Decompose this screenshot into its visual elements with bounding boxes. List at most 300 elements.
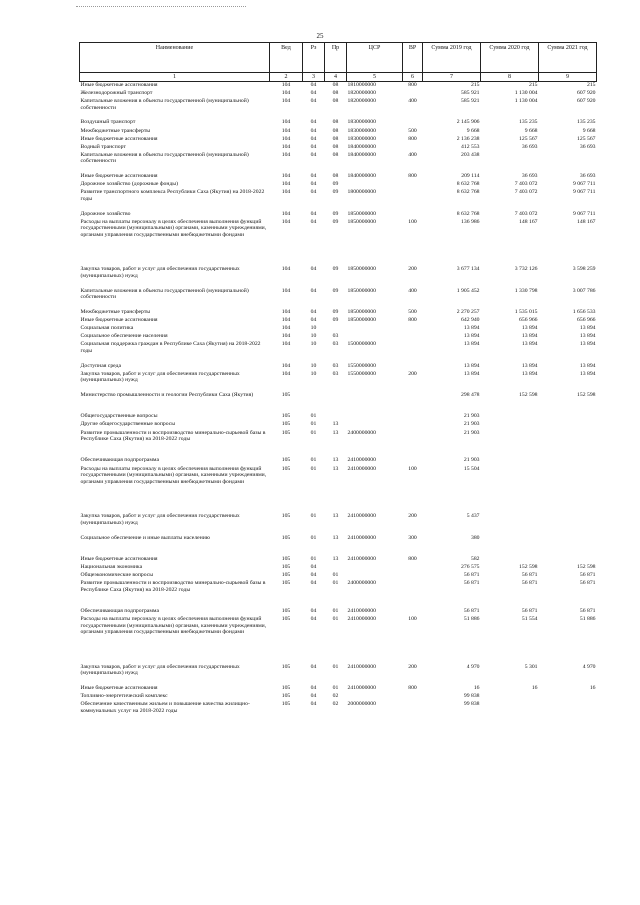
row-rz: 01: [310, 534, 317, 541]
row-pr: 09: [332, 210, 339, 217]
row-vr: [403, 608, 423, 616]
row-sum-2019: 16: [473, 685, 480, 692]
row-csr: [347, 333, 403, 341]
row-pr: [325, 413, 347, 421]
row-sum-2019: 380: [470, 534, 480, 541]
row-vr: [403, 333, 423, 341]
table-row: [80, 685, 597, 693]
row-sum-2020: 16: [531, 685, 538, 692]
row-csr: 1830000000: [347, 135, 376, 142]
row-sum-2021: [539, 513, 597, 534]
row-rz: 04: [310, 580, 317, 587]
row-pr: 03: [332, 333, 339, 340]
row-rz: 10: [310, 341, 317, 348]
row-name: Обеспечивающая подпрограмма: [80, 457, 160, 464]
row-ved: 104: [281, 143, 291, 150]
row-ved: 104: [281, 135, 291, 142]
row-rz: 04: [310, 317, 317, 324]
row-rz: 04: [310, 616, 317, 623]
row-vr: 800: [408, 135, 417, 142]
row-name: Иные бюджетные ассигнования: [80, 135, 158, 142]
row-sum-2020: 9 668: [524, 127, 538, 134]
row-name: Общеэкономические вопросы: [80, 572, 154, 579]
row-vr: [403, 144, 423, 152]
row-pr: [325, 325, 347, 333]
header-sum-2019: Сумма 2019 год: [423, 43, 481, 73]
row-pr: 01: [332, 663, 339, 670]
table-row: [80, 664, 597, 685]
row-vr: [403, 181, 423, 189]
row-sum-2019: 4 970: [466, 663, 480, 670]
top-dotted-rule: [76, 6, 246, 7]
row-pr: 08: [332, 173, 339, 180]
table-row: [80, 371, 597, 392]
row-ved: 104: [281, 181, 291, 188]
row-sum-2019: 2 136 238: [456, 135, 480, 142]
row-pr: 13: [332, 555, 339, 562]
row-rz: 04: [310, 287, 317, 294]
row-sum-2020: 56 871: [521, 608, 538, 614]
row-csr: [347, 421, 403, 429]
row-name: Капитальные вложения в объекты государственной (муниципальной) собственности: [80, 98, 249, 111]
row-ved: 104: [281, 325, 291, 332]
row-pr: 08: [332, 143, 339, 150]
row-sum-2020: 152 598: [519, 563, 538, 570]
row-ved: 105: [281, 616, 291, 623]
row-csr: [347, 413, 403, 421]
row-sum-2020: 56 871: [521, 580, 538, 587]
row-sum-2019: 15 504: [463, 465, 480, 472]
row-sum-2021: [539, 466, 597, 514]
row-vr: 500: [408, 309, 417, 316]
row-sum-2020: 7 403 072: [514, 189, 538, 196]
row-sum-2019: 21 903: [463, 429, 480, 436]
row-sum-2020: 135 235: [519, 119, 538, 126]
table-row: [80, 466, 597, 514]
row-sum-2021: [539, 421, 597, 429]
row-csr: 2410000000: [347, 465, 376, 472]
table-row: [80, 181, 597, 189]
row-sum-2021: 36 693: [579, 173, 596, 180]
row-sum-2020: 36 693: [521, 143, 538, 150]
row-name: Иные бюджетные ассигнования: [80, 82, 158, 88]
row-rz: 01: [310, 513, 317, 520]
column-number: 4: [325, 73, 347, 82]
row-vr: [403, 189, 423, 210]
row-vr: 400: [408, 151, 417, 158]
row-sum-2020: [481, 152, 539, 173]
row-pr: 13: [332, 457, 339, 464]
row-sum-2021: [539, 152, 597, 173]
row-rz: 04: [310, 135, 317, 142]
row-name: Капитальные вложения в объекты государственной (муниципальной) собственности: [80, 151, 249, 165]
row-rz: 04: [310, 119, 317, 126]
row-sum-2019: 642 940: [461, 317, 480, 324]
row-sum-2019: 582: [470, 555, 480, 562]
row-rz: 04: [310, 98, 317, 105]
row-sum-2021: 13 894: [579, 362, 596, 369]
row-sum-2020: 152 598: [519, 392, 538, 399]
row-rz: 04: [310, 143, 317, 150]
row-vr: [403, 580, 423, 608]
table-row: [80, 136, 597, 144]
table-row: [80, 392, 597, 413]
row-ved: 105: [281, 685, 291, 692]
row-sum-2021: [539, 693, 597, 701]
row-name: Межбюджетные трансферты: [80, 127, 151, 134]
row-csr: 2410000000: [347, 685, 376, 692]
table-row: [80, 317, 597, 325]
row-csr: 2410000000: [347, 555, 376, 562]
table-row: [80, 430, 597, 458]
row-pr: 09: [332, 287, 339, 294]
row-ved: 105: [281, 513, 291, 520]
row-sum-2019: 8 632 768: [456, 189, 480, 196]
row-name: Обеспечивающая подпрограмма: [80, 608, 160, 614]
row-sum-2021: 56 871: [579, 572, 596, 579]
table-row: [80, 144, 597, 152]
row-sum-2020: [481, 457, 539, 465]
row-sum-2021: 607 920: [577, 98, 596, 105]
row-ved: 105: [281, 701, 291, 708]
row-sum-2019: 585 921: [461, 90, 480, 97]
row-ved: 104: [281, 333, 291, 340]
row-sum-2019: 21 903: [463, 421, 480, 428]
row-vr: 400: [408, 98, 417, 105]
row-sum-2019: 412 553: [461, 143, 480, 150]
row-csr: 2000000000: [347, 701, 376, 708]
row-sum-2021: 16: [589, 685, 596, 692]
row-pr: 09: [332, 218, 339, 225]
row-pr: 02: [332, 701, 339, 708]
row-vr: 800: [408, 82, 417, 88]
row-pr: 01: [332, 580, 339, 587]
row-sum-2019: 13 894: [463, 341, 480, 348]
row-name: Закупка товаров, работ и услуг для обеспечения государственных (муниципальных) нужд: [80, 266, 240, 279]
row-name: Водный транспорт: [80, 143, 126, 150]
row-sum-2020: 13 894: [521, 325, 538, 332]
table-row: [80, 363, 597, 371]
row-csr: [347, 693, 403, 701]
row-name: Воздушный транспорт: [80, 119, 136, 126]
budget-table: [79, 42, 597, 723]
row-csr: 1840000000: [347, 143, 376, 150]
page-number: 25: [316, 32, 324, 40]
table-row: [80, 535, 597, 556]
row-csr: 1850000000: [347, 317, 376, 324]
row-name: Национальная экономика: [80, 563, 143, 570]
row-sum-2019: 298 478: [461, 392, 480, 399]
table-row: [80, 556, 597, 564]
table-row: [80, 608, 597, 616]
row-sum-2019: 13 894: [463, 325, 480, 332]
row-rz: 04: [310, 218, 317, 225]
row-sum-2020: [481, 535, 539, 556]
row-sum-2021: 51 886: [579, 616, 596, 623]
row-vr: [403, 693, 423, 701]
row-csr: 2410000000: [347, 534, 376, 541]
column-number: 5: [347, 73, 403, 82]
row-sum-2021: 135 235: [577, 119, 596, 126]
row-csr: 1550000000: [347, 362, 376, 369]
row-name: Другие общегосударственные вопросы: [80, 421, 176, 428]
row-sum-2021: [539, 556, 597, 564]
row-sum-2019: 56 871: [463, 580, 480, 587]
row-vr: [403, 564, 423, 572]
row-sum-2021: 1 656 533: [572, 309, 596, 316]
column-number: 6: [403, 73, 423, 82]
row-name: Развитие промышленности и воспроизводство минерально-сырьевой базы в Республике Саха (Якутия) на 2018-2022 годы: [80, 580, 266, 593]
row-vr: 100: [408, 218, 417, 225]
row-sum-2019: 56 871: [463, 608, 480, 614]
row-name: Дорожное хозяйство (дорожные фонды): [80, 181, 179, 188]
table-row: [80, 266, 597, 287]
row-ved: 105: [281, 572, 291, 579]
row-pr: 08: [332, 151, 339, 158]
row-pr: 13: [332, 421, 339, 428]
row-pr: 09: [332, 266, 339, 273]
row-name: Общегосударственные вопросы: [80, 413, 158, 420]
table-row: [80, 189, 597, 210]
row-sum-2021: 56 871: [579, 580, 596, 587]
table-row: [80, 173, 597, 181]
row-rz: 01: [310, 555, 317, 562]
row-pr: 01: [332, 616, 339, 623]
row-ved: 104: [281, 119, 291, 126]
row-csr: 1840000000: [347, 151, 376, 158]
column-number-row: [80, 73, 597, 82]
row-sum-2021: 152 598: [577, 392, 596, 399]
table-row: [80, 82, 597, 91]
row-rz: 01: [310, 465, 317, 472]
row-sum-2021: 4 970: [582, 663, 596, 670]
row-ved: 104: [281, 317, 291, 324]
row-rz: 01: [310, 457, 317, 464]
row-pr: 13: [332, 513, 339, 520]
row-pr: 08: [332, 90, 339, 97]
row-rz: 04: [310, 181, 317, 188]
row-pr: 08: [332, 135, 339, 142]
row-vr: [403, 363, 423, 371]
table-row: [80, 413, 597, 421]
table-row: [80, 325, 597, 333]
row-csr: 1830000000: [347, 127, 376, 134]
row-name: Социальное обеспечение и иные выплаты населению: [80, 534, 211, 541]
row-csr: 1830000000: [347, 119, 376, 126]
row-name: Социальное обеспечение населения: [80, 333, 168, 340]
row-csr: 2400000000: [347, 580, 376, 587]
row-sum-2019: 8 632 768: [456, 181, 480, 188]
table-row: [80, 572, 597, 580]
row-sum-2021: 9 067 711: [572, 210, 596, 217]
row-csr: [347, 325, 403, 333]
row-name: Дорожное хозяйство: [80, 210, 131, 217]
row-sum-2021: 9 067 711: [572, 189, 596, 196]
row-rz: 04: [310, 189, 317, 196]
row-sum-2020: 56 871: [521, 572, 538, 579]
row-ved: 105: [281, 413, 291, 420]
row-sum-2021: [539, 430, 597, 458]
row-ved: 105: [281, 457, 291, 464]
row-name: Закупка товаров, работ и услуг для обеспечения государственных (муниципальных) нужд: [80, 513, 240, 526]
row-name: Министерство промышленности и геологии Республики Саха (Якутия): [80, 392, 254, 399]
row-sum-2020: 7 403 072: [514, 181, 538, 188]
row-sum-2020: [481, 421, 539, 429]
row-vr: [403, 119, 423, 127]
row-csr: 2410000000: [347, 513, 376, 520]
row-sum-2019: 51 886: [463, 616, 480, 623]
row-name: Расходы на выплаты персоналу в целях обеспечения выполнения функций государственными (муниципальными) органами, казенными учреждениями, органами управления государственными внебюджетными фондами: [80, 616, 267, 636]
row-vr: [403, 413, 423, 421]
row-name: Социальная поддержка граждан в Республике Саха (Якутия) на 2018-2022 годы: [80, 341, 261, 354]
row-ved: 105: [281, 465, 291, 472]
table-row: [80, 580, 597, 608]
row-sum-2021: [539, 413, 597, 421]
row-sum-2019: 2 270 257: [456, 309, 480, 316]
row-sum-2021: 56 871: [579, 608, 596, 614]
header-rz: Рз: [303, 43, 325, 73]
row-sum-2020: [481, 513, 539, 534]
row-csr: 1800000000: [347, 189, 376, 196]
row-sum-2021: 656 966: [577, 317, 596, 324]
row-csr: [347, 564, 403, 572]
row-vr: 200: [408, 370, 417, 377]
header-ved: Вед: [270, 43, 303, 73]
row-sum-2019: 276 575: [461, 563, 480, 570]
row-rz: [303, 392, 325, 413]
row-name: Железнодорожный транспорт: [80, 90, 153, 97]
row-sum-2020: 1 130 004: [514, 98, 538, 105]
row-csr: [347, 181, 403, 189]
row-ved: 104: [281, 210, 291, 217]
row-name: Расходы на выплаты персоналу в целях обеспечения выполнения функций государственными (муниципальными) органами, казенными учреждениями, органами управления государственными внебюджетными фондами: [80, 218, 267, 238]
row-name: Развитие транспортного комплекса Республики Саха (Якутия) на 2018-2022 годы: [80, 189, 265, 202]
row-name: Социальная политика: [80, 325, 134, 332]
row-pr: 13: [332, 534, 339, 541]
row-rz: 04: [310, 693, 317, 700]
row-sum-2021: 13 894: [579, 370, 596, 377]
row-name: Иные бюджетные ассигнования: [80, 685, 158, 692]
row-vr: 300: [408, 534, 417, 541]
row-ved: 104: [281, 218, 291, 225]
row-sum-2021: [539, 457, 597, 465]
header-sum-2020: Сумма 2020 год: [481, 43, 539, 73]
row-ved: 105: [281, 663, 291, 670]
row-vr: 200: [408, 513, 417, 520]
header-vr: ВР: [403, 43, 423, 73]
row-sum-2020: 215: [528, 82, 538, 88]
row-sum-2019: 13 894: [463, 333, 480, 340]
row-csr: 2410000000: [347, 457, 376, 464]
row-sum-2019: 21 903: [463, 457, 480, 464]
row-name: Закупка товаров, работ и услуг для обеспечения государственных (муниципальных) нужд: [80, 663, 240, 677]
table-row: [80, 333, 597, 341]
row-csr: 1550000000: [347, 370, 376, 377]
row-rz: 01: [310, 421, 317, 428]
table-row: [80, 98, 597, 119]
row-pr: 09: [332, 189, 339, 196]
row-ved: 105: [281, 392, 291, 399]
row-pr: 08: [332, 127, 339, 134]
row-sum-2019: 99 838: [463, 701, 480, 708]
row-vr: 100: [408, 465, 417, 472]
row-sum-2020: 51 554: [521, 616, 538, 623]
row-sum-2021: [539, 701, 597, 722]
row-pr: 08: [332, 119, 339, 126]
row-sum-2020: [481, 430, 539, 458]
column-number: 9: [539, 73, 597, 82]
table-row: [80, 211, 597, 219]
row-rz: 04: [310, 563, 317, 570]
row-vr: [403, 457, 423, 465]
row-sum-2019: 5 437: [466, 513, 480, 520]
row-vr: [403, 211, 423, 219]
row-rz: 04: [310, 266, 317, 273]
row-sum-2020: 1 130 004: [514, 90, 538, 97]
row-sum-2019: 215: [470, 82, 480, 88]
row-pr: 02: [332, 693, 339, 700]
row-sum-2020: 1 535 015: [514, 309, 538, 316]
row-ved: 104: [281, 173, 291, 180]
row-sum-2019: 13 894: [463, 362, 480, 369]
row-sum-2021: 13 894: [579, 333, 596, 340]
row-sum-2019: 3 677 134: [456, 266, 480, 273]
row-pr: 03: [332, 362, 339, 369]
row-vr: 200: [408, 663, 417, 670]
row-vr: 100: [408, 616, 417, 623]
row-vr: 400: [408, 287, 417, 294]
row-vr: 500: [408, 127, 417, 134]
row-rz: 01: [310, 413, 317, 420]
row-ved: 104: [281, 370, 291, 377]
row-name: Иные бюджетные ассигнования: [80, 317, 158, 324]
row-vr: 800: [408, 317, 417, 324]
row-sum-2021: 607 920: [577, 90, 596, 97]
row-ved: 104: [281, 189, 291, 196]
row-pr: 09: [332, 181, 339, 188]
row-sum-2020: [481, 701, 539, 722]
row-sum-2021: 3 598 259: [572, 266, 596, 273]
row-sum-2019: 8 632 768: [456, 210, 480, 217]
row-ved: 104: [281, 82, 291, 88]
row-sum-2020: 1 330 798: [514, 287, 538, 294]
row-sum-2020: 7 403 072: [514, 210, 538, 217]
row-ved: 105: [281, 429, 291, 436]
row-sum-2021: 9 668: [582, 127, 596, 134]
row-ved: 104: [281, 266, 291, 273]
row-ved: 105: [281, 608, 291, 614]
row-rz: 01: [310, 429, 317, 436]
row-sum-2019: 99 838: [463, 693, 480, 700]
row-sum-2020: 3 732 126: [514, 266, 538, 273]
header-name: Наименование: [80, 43, 270, 73]
row-name: Иные бюджетные ассигнования: [80, 173, 158, 180]
row-name: Капитальные вложения в объекты государственной (муниципальной) собственности: [80, 287, 249, 301]
row-name: Расходы на выплаты персоналу в целях обеспечения выполнения функций государственными (муниципальными) органами, казенными учреждениями, органами управления государственными внебюджетными фондами: [80, 465, 267, 485]
row-sum-2019: 203 438: [461, 151, 480, 158]
row-csr: [347, 392, 403, 413]
row-csr: [347, 572, 403, 580]
row-name: Межбюджетные трансферты: [80, 309, 151, 316]
column-number: 8: [481, 73, 539, 82]
row-vr: [403, 421, 423, 429]
row-sum-2021: 3 007 786: [572, 287, 596, 294]
column-number: 1: [80, 73, 270, 82]
row-vr: [403, 90, 423, 98]
row-sum-2021: 13 894: [579, 341, 596, 348]
row-name: Иные бюджетные ассигнования: [80, 555, 158, 562]
row-sum-2019: 56 871: [463, 572, 480, 579]
